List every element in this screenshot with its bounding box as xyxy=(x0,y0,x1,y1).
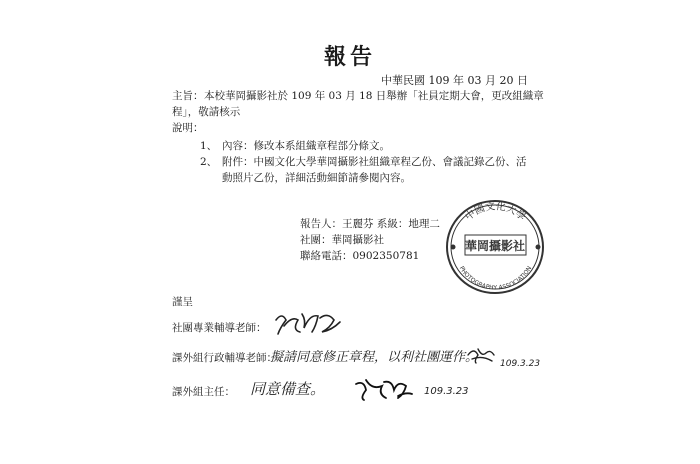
admin-handwritten-comment: 擬請同意修正章程，以利社團運作。 xyxy=(270,350,479,365)
club-seal-stamp xyxy=(443,197,548,297)
seal-middle-text: 華岡攝影社 xyxy=(464,239,526,253)
seal-top-text: 中國文化大學 xyxy=(463,201,528,223)
reporter-line: 報告人：王麗芬 系級：地理二 xyxy=(300,218,440,230)
document-title: 報告 xyxy=(323,44,376,70)
item-text-continued: 動照片乙份，詳細活動細節請參閱內容。 xyxy=(222,172,411,184)
director-label: 課外組主任： xyxy=(172,386,235,398)
item-number: 2、 xyxy=(200,156,218,168)
admin-sign-date: 109.3.23 xyxy=(500,359,541,369)
admin-advisor-label: 課外組行政輔導老師： xyxy=(172,352,277,364)
director-handwritten-comment: 同意備查。 xyxy=(250,380,326,398)
phone-line: 聯絡電話：0902350781 xyxy=(300,250,420,262)
document-date: 中華民國 109 年 03 月 20 日 xyxy=(381,74,528,87)
subject-line-1: 本校華岡攝影社於 109 年 03 月 18 日舉辦「社員定期大會，更改組織章 xyxy=(204,90,544,102)
subject-line-2: 程」，敬請核示 xyxy=(172,106,241,118)
admin-signature xyxy=(466,345,496,365)
seal-bottom-text: PHOTOGRAPHY ASSOCIATION xyxy=(457,265,534,292)
advisor-signature xyxy=(272,306,344,338)
club-line: 社團：華岡攝影社 xyxy=(300,234,384,246)
director-signature xyxy=(352,376,416,402)
closing-text: 謹呈 xyxy=(172,296,193,308)
advisor-label: 社團專業輔導老師： xyxy=(172,322,267,334)
item-text: 附件：中國文化大學華岡攝影社組織章程乙份、會議記錄乙份、活 xyxy=(222,156,527,168)
subject-label: 主旨： xyxy=(172,90,204,102)
explanation-label: 說明： xyxy=(172,122,204,134)
item-number: 1、 xyxy=(200,140,218,152)
item-text: 內容：修改本系組織章程部分條文。 xyxy=(222,140,390,152)
director-sign-date: 109.3.23 xyxy=(424,386,469,397)
